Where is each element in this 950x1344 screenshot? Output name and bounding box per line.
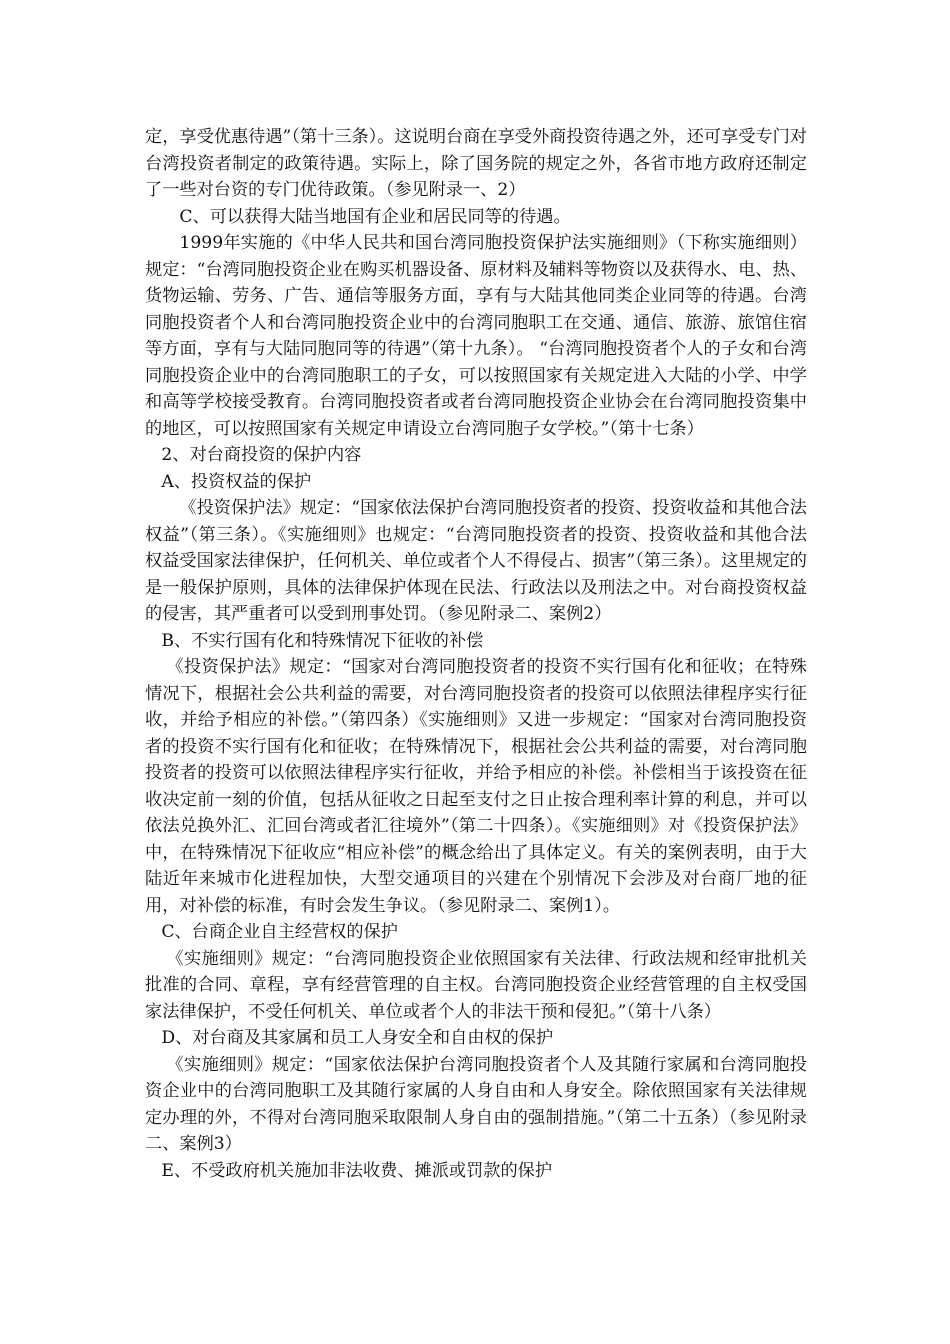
document-body (145, 124, 807, 1184)
heading-a-investment-rights: A、投资权益的保护 (161, 471, 312, 492)
heading-d-personal-safety: D、对台商及其家属和员工人身安全和自由权的保护 (161, 1028, 554, 1048)
heading-c-autonomy: C、台商企业自主经营权的保护 (161, 922, 398, 942)
heading-c-equal-treatment: C、可以获得大陆当地国有企业和居民同等的待遇。 (179, 206, 571, 227)
paragraph-nationalization: 《投资保护法》规定：“国家对台湾同胞投资者的投资不实行国有化和征收；在特殊情况下，根据社会公共利益的需要，对台湾同胞投资者的投资可以依照法律程序实行征收，并给予相应的补偿。”（第四条）《实施细则》又进一步规定：“国家对台湾同胞投资者的投资不实行国有化和征收；在特殊情况下，根据社会公共利益的需要，对台湾同胞投资者的投资可以依照法律程序实行征收，并给予相应的补偿。补偿相当于该投资在征收决定前一刻的价值，包括从征收之日起至支付之日止按合理利率计算的利息，并可以依法兑换外汇、汇回台湾或者汇往境外”（第二十四条）。《实施细则》对《投资保护法》中，在特殊情况下征收应“相应补偿”的概念给出了具体定义。有关的案例表明，由于大陆近年来城市化进程加快，大型交通项目的兴建在个别情况下会涉及对台商厂地的征用，对补偿的标准，有时会发生争议。（参见附录二、案例1）。 (145, 657, 807, 916)
heading-e-illegal-fees: E、不受政府机关施加非法收费、摊派或罚款的保护 (161, 1160, 553, 1181)
paragraph-personal-safety: 《实施细则》规定：“国家依法保护台湾同胞投资者个人及其随行家属和台湾同胞投资企业中的台湾同胞职工及其随行家属的人身自由和人身安全。除依照国家有关法律规定办理的外，不得对台湾同胞采取限制人身自由的强制措施。”（第二十五条）（参见附录二、案例3） (145, 1054, 807, 1154)
heading-b-nationalization: B、不实行国有化和特殊情况下征收的补偿 (161, 630, 484, 651)
paragraph-implementation-rules: 1999年实施的《中华人民共和国台湾同胞投资保护法实施细则》（下称实施细则）规定：“台湾同胞投资企业在购买机器设备、原材料及辅料等物资以及获得水、电、热、货物运输、劳务、广告、通信等服务方面，享有与大陆其他同类企业同等的待遇。台湾同胞投资者个人和台湾同胞投资企业中的台湾同胞职工在交通、通信、旅游、旅馆住宿等方面，享有与大陆同胞同等的待遇”（第十九条）。 “台湾同胞投资者个人的子女和台湾同胞投资企业中的台湾同胞职工的子女，可以按照国家有关规定进入大陆的小学、中学和高等学校接受教育。台湾同胞投资者或者台湾同胞投资企业协会在台湾同胞投资集中的地区，可以按照国家有关规定申请设立台湾同胞子女学校。”（第十七条） (145, 233, 807, 439)
paragraph-investment-rights: 《投资保护法》规定：“国家依法保护台湾同胞投资者的投资、投资收益和其他合法权益”（第三条）。《实施细则》也规定：“台湾同胞投资者的投资、投资收益和其他合法权益受国家法律保护，任何机关、单位或者个人不得侵占、损害”（第三条）。这里规定的是一般保护原则，具体的法律保护体现在民法、行政法以及刑法之中。对台商投资权益的侵害，其严重者可以受到刑事处罚。（参见附录二、案例2） (145, 498, 807, 624)
paragraph-autonomy: 《实施细则》规定：“台湾同胞投资企业依照国家有关法律、行政法规和经审批机关批准的合同、章程，享有经营管理的自主权。台湾同胞投资企业经营管理的自主权受国家法律保护，不受任何机关、单位或者个人的非法干预和侵犯。”（第十八条） (145, 948, 807, 1022)
paragraph-preferential-treatment: 定，享受优惠待遇”（第十三条）。这说明台商在享受外商投资待遇之外，还可享受专门对台湾投资者制定的政策待遇。实际上，除了国务院的规定之外，各省市地方政府还制定了一些对台资的专门优待政策。（参见附录一、2） (145, 127, 807, 200)
section-heading-protection: 2、对台商投资的保护内容 (161, 445, 362, 465)
